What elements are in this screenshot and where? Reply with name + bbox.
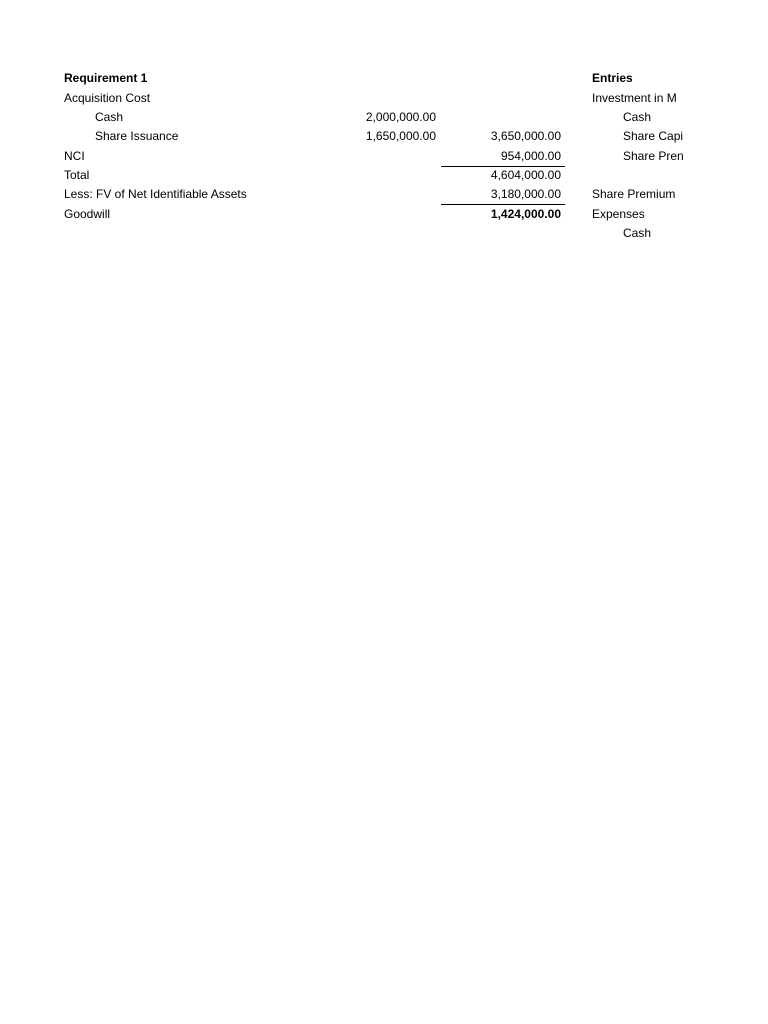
cash-amount: 2,000,000.00 [365, 110, 436, 124]
entry-cash-credit: Cash [623, 110, 652, 124]
row-label-goodwill: Goodwill [64, 207, 111, 221]
acquisition-cost-total: 3,650,000.00 [490, 129, 561, 143]
entry-expenses: Expenses [592, 207, 645, 221]
entry-investment: Investment in M [592, 91, 677, 105]
requirement-heading: Requirement 1 [64, 71, 148, 85]
entry-share-premium-credit: Share Pren [623, 149, 684, 163]
entry-share-premium-debit: Share Premium [592, 187, 676, 201]
row-label-less-fv: Less: FV of Net Identifiable Assets [64, 187, 247, 201]
row-label-nci: NCI [64, 149, 85, 163]
row-label-acquisition-cost: Acquisition Cost [64, 91, 151, 105]
row-label-cash: Cash [95, 110, 124, 124]
row-label-share-issuance: Share Issuance [95, 129, 179, 143]
entries-heading: Entries [592, 71, 633, 85]
goodwill-amount: 1,424,000.00 [490, 207, 561, 221]
entry-cash-credit-2: Cash [623, 226, 652, 240]
nci-amount: 954,000.00 [500, 149, 561, 163]
row-label-total: Total [64, 168, 90, 182]
fv-net-assets-amount: 3,180,000.00 [490, 187, 561, 201]
share-issuance-amount: 1,650,000.00 [365, 129, 436, 143]
total-amount: 4,604,000.00 [490, 168, 561, 182]
entry-share-capital: Share Capi [623, 129, 684, 143]
